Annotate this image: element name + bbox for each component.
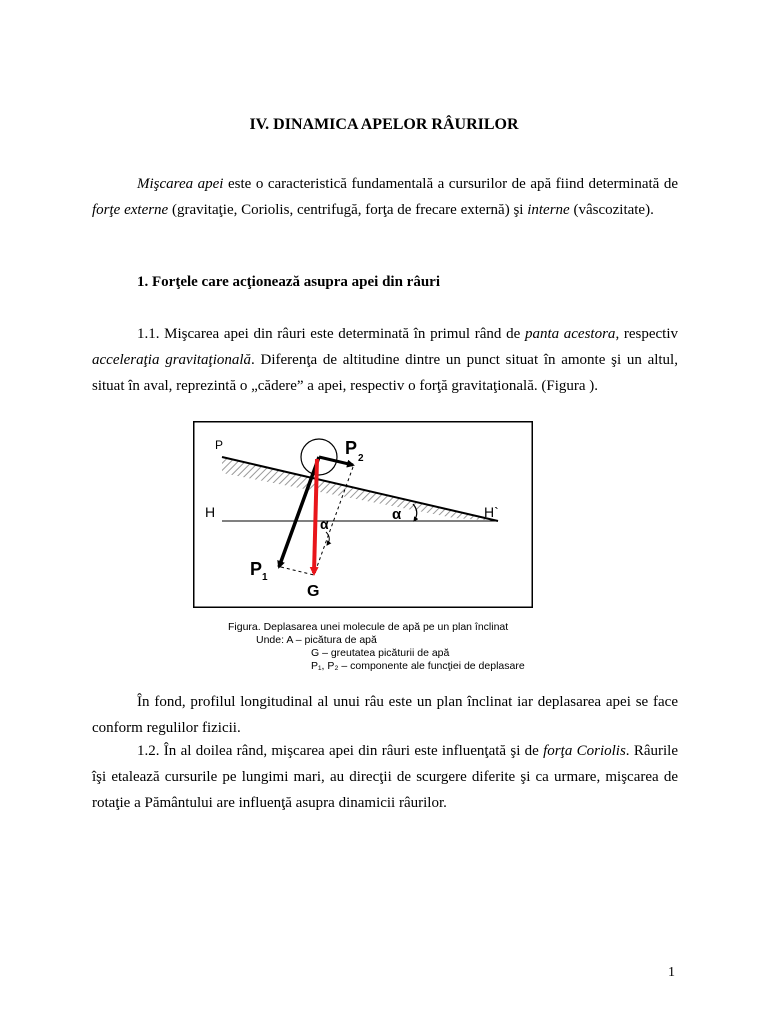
p12-text-1: 1.2. În al doilea rând, mişcarea apei din râuri este influenţată şi de	[137, 743, 544, 759]
figure-caption-line-g: G – greutatea picăturii de apă	[311, 647, 450, 659]
p11-text-3: . Diferenţa de altitudine dintre un punct situat în amonte şi un altul, situat în aval, reprezintă o „cădere” a apei, respectiv o forţă gravitaţională. (Figura ).	[92, 352, 678, 394]
label-p2: P	[345, 438, 358, 458]
intro-text-2: (gravitaţie, Coriolis, centrifugă, forţa de frecare externă) şi	[168, 202, 528, 218]
intro-emph-externe: forţe externe	[92, 202, 169, 218]
p11-emph-panta: panta acestora	[524, 326, 616, 342]
label-h-prime: H`	[484, 504, 499, 520]
p12-text-2: . Râurile îşi etalează cursurile pe lungimi mari, au direcţii de scurgere diferite şi ca urmare, mişcarea de rotaţie a Pământului are influenţă asupra dinamicii râurilor.	[92, 743, 678, 811]
label-p: P	[215, 438, 224, 452]
p12-emph-coriolis: forţa Coriolis	[543, 743, 626, 759]
page-number: 1	[668, 965, 675, 980]
label-h: H	[205, 504, 216, 520]
figure-caption-line-p: P₁, P₂ – componente ale funcţiei de deplasare	[311, 660, 525, 672]
label-g: G	[307, 583, 320, 600]
paragraph-1-1	[92, 321, 678, 399]
label-alpha-angle: α	[392, 506, 402, 523]
label-p1-subscript: 1	[262, 572, 268, 583]
page-title: IV. DINAMICA APELOR RÂURILOR	[249, 116, 519, 133]
intro-text-1: este o caracteristică fundamentală a cursurilor de apă fiind determinată de	[223, 176, 679, 192]
label-p1: P	[250, 559, 263, 579]
figure-caption-line-a: Unde: A – picătura de apă	[256, 634, 377, 646]
p11-text-1: 1.1. Mişcarea apei din râuri este determinată în primul rând de	[137, 326, 525, 342]
figure-caption-title: Figura. Deplasarea unei molecule de apă pe un plan înclinat	[228, 621, 509, 633]
paragraph-1-2	[92, 738, 678, 816]
intro-paragraph	[92, 171, 678, 223]
p11-text-2: , respectiv	[615, 326, 679, 342]
p11-emph-acceleratia: acceleraţia gravitaţională	[92, 352, 252, 368]
paragraph-in-fond: În fond, profilul longitudinal al unui râu este un plan înclinat iar deplasarea apei se face conform regulilor fizicii.	[92, 694, 678, 736]
label-alpha-small: α	[320, 516, 329, 532]
intro-emph-interne: interne	[527, 202, 570, 218]
label-p2-subscript: 2	[358, 453, 364, 464]
figure-border	[194, 422, 533, 608]
intro-text-3: (vâscozitate).	[569, 202, 654, 218]
figure-inclined-plane	[193, 421, 533, 608]
section-heading: 1. Forţele care acţionează asupra apei din râuri	[137, 274, 441, 290]
intro-emph-miscarea: Mişcarea apei	[137, 176, 224, 192]
figure-diagram	[193, 421, 533, 608]
